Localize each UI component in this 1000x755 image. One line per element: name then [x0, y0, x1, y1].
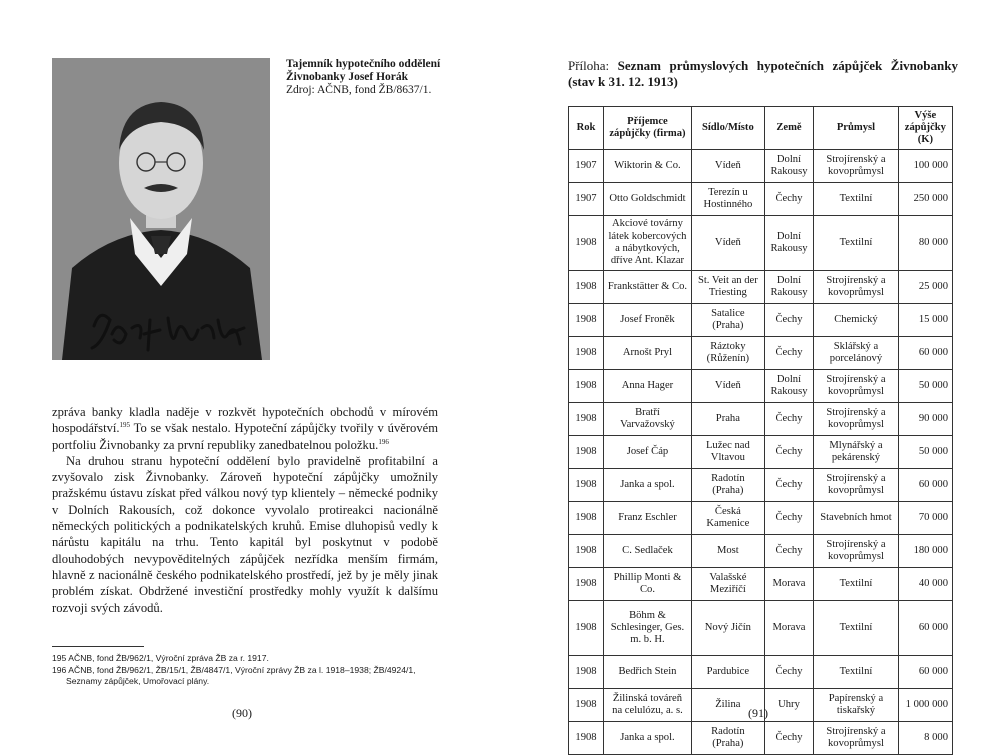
cell-country: Dolní Rakousy: [764, 150, 813, 183]
footnote-195: 195 AČNB, fond ŽB/962/1, Výroční zpráva ŽB za r. 1917.: [52, 653, 269, 663]
cell-location: Žilina: [691, 689, 764, 722]
table-row: [569, 469, 953, 502]
cell-location: Radotín (Praha): [691, 722, 764, 755]
cell-location: Valašské Meziříčí: [691, 568, 764, 601]
footnotes: [52, 653, 442, 688]
cell-industry: Papírenský a tiskařský: [814, 689, 899, 722]
cell-industry: Strojírenský a kovoprůmysl: [814, 150, 899, 183]
appendix-label: Příloha:: [568, 58, 610, 73]
photo-caption: [286, 58, 486, 97]
cell-location: Praha: [691, 403, 764, 436]
cell-country: Čechy: [764, 469, 813, 502]
page-number-left: (90): [232, 706, 252, 720]
cell-recipient: Janka a spol.: [603, 722, 691, 755]
left-page: [0, 0, 500, 751]
table-row: [569, 722, 953, 755]
cell-amount: 60 000: [898, 337, 952, 370]
cell-recipient: Otto Goldschmidt: [603, 183, 691, 216]
cell-location: Satalice (Praha): [691, 304, 764, 337]
table-row: [569, 183, 953, 216]
cell-industry: Strojírenský a kovoprůmysl: [814, 722, 899, 755]
cell-country: Čechy: [764, 183, 813, 216]
cell-industry: Stavebních hmot: [814, 502, 899, 535]
header-year: Rok: [569, 107, 604, 150]
cell-industry: Textilní: [814, 568, 899, 601]
cell-recipient: Arnošt Pryl: [603, 337, 691, 370]
cell-amount: 180 000: [898, 535, 952, 568]
portrait-illustration: [52, 58, 270, 360]
cell-amount: 90 000: [898, 403, 952, 436]
cell-industry: Chemický: [814, 304, 899, 337]
cell-recipient: Janka a spol.: [603, 469, 691, 502]
cell-amount: 8 000: [898, 722, 952, 755]
cell-recipient: Akciové továrny látek kobercových a nábytkových, dříve Ant. Klazar: [603, 216, 691, 271]
cell-country: Čechy: [764, 436, 813, 469]
table-row: [569, 656, 953, 689]
cell-location: Pardubice: [691, 656, 764, 689]
table-row: [569, 535, 953, 568]
cell-amount: 60 000: [898, 601, 952, 656]
cell-country: Uhry: [764, 689, 813, 722]
cell-recipient: Anna Hager: [603, 370, 691, 403]
table-row: [569, 502, 953, 535]
cell-country: Čechy: [764, 403, 813, 436]
cell-location: Česká Kamenice: [691, 502, 764, 535]
cell-location: Radotín (Praha): [691, 469, 764, 502]
cell-amount: 70 000: [898, 502, 952, 535]
cell-industry: Textilní: [814, 601, 899, 656]
cell-country: Dolní Rakousy: [764, 216, 813, 271]
cell-location: Most: [691, 535, 764, 568]
paragraph-1-part-b: To se však nestalo. Hypoteční zápůjčky tvořily v úvěrovém portfoliu Živnobanky za první republiky zanedbatelnou položku.: [52, 421, 438, 452]
cell-country: Čechy: [764, 304, 813, 337]
cell-recipient: Bratří Varvažovský: [603, 403, 691, 436]
paragraph-1: [52, 404, 438, 453]
cell-recipient: Böhm & Schlesinger, Ges. m. b. H.: [603, 601, 691, 656]
cell-industry: Textilní: [814, 183, 899, 216]
cell-year: 1908: [569, 535, 604, 568]
footnote-196: 196 AČNB, fond ŽB/962/1, ŽB/15/1, ŽB/4847/1, Výroční zprávy ŽB za l. 1918–1938; ŽB/4924/1,: [52, 664, 416, 675]
cell-amount: 60 000: [898, 656, 952, 689]
cell-amount: 25 000: [898, 271, 952, 304]
cell-recipient: Wiktorin & Co.: [603, 150, 691, 183]
table-header-row: [569, 107, 953, 150]
table-row: [569, 436, 953, 469]
table-row: [569, 150, 953, 183]
cell-recipient: Josef Froněk: [603, 304, 691, 337]
cell-location: Nový Jičín: [691, 601, 764, 656]
cell-industry: Sklářský a porcelánový: [814, 337, 899, 370]
cell-industry: Strojírenský a kovoprůmysl: [814, 370, 899, 403]
cell-location: Vídeň: [691, 150, 764, 183]
footnote-divider: [52, 646, 144, 647]
cell-location: Lužec nad Vltavou: [691, 436, 764, 469]
cell-recipient: Frankstätter & Co.: [603, 271, 691, 304]
cell-location: Terezín u Hostinného: [691, 183, 764, 216]
table-row: [569, 403, 953, 436]
cell-industry: Textilní: [814, 656, 899, 689]
cell-location: Vídeň: [691, 370, 764, 403]
page-number-right: (91): [748, 706, 768, 720]
cell-industry: Strojírenský a kovoprůmysl: [814, 469, 899, 502]
cell-industry: Textilní: [814, 216, 899, 271]
table-row: [569, 337, 953, 370]
cell-year: 1908: [569, 469, 604, 502]
cell-location: St. Veit an der Triesting: [691, 271, 764, 304]
footnote-ref-195[interactable]: 195: [119, 421, 131, 430]
paragraph-2: Na druhou stranu hypoteční oddělení bylo pravidelně profitabilní a zvyšovalo zisk Živnobanky. Zároveň hypoteční zápůjčky umožnily pražskému ústavu získat před válkou nový typ klientely – německé podniky v Dolních Rakousích, což dokonce vyvolalo protireakci nacionálně německých politických a podnikatelských kruhů. Emise dluhopisů vedly k nárůstu kapitálu na trhu. Tento kapitál byl poskytnut v podobě dlouhodobých nevypověditelných zápůjček nezřídka menším firmám, hlavně z nacionálně českého podnikatelského prostředí, jež by je měly jinak problém získat. Obdržené investiční prostředky mohly využít k dalšímu rozvoji svých závodů.: [52, 453, 438, 615]
right-page: [500, 0, 1000, 751]
cell-country: Čechy: [764, 656, 813, 689]
cell-amount: 80 000: [898, 216, 952, 271]
cell-year: 1908: [569, 502, 604, 535]
cell-amount: 60 000: [898, 469, 952, 502]
cell-location: Vídeň: [691, 216, 764, 271]
caption-title: Tajemník hypotečního oddělení Živnobanky Josef Horák: [286, 58, 441, 83]
cell-country: Dolní Rakousy: [764, 271, 813, 304]
cell-year: 1908: [569, 370, 604, 403]
cell-year: 1907: [569, 183, 604, 216]
cell-year: 1908: [569, 568, 604, 601]
cell-year: 1907: [569, 150, 604, 183]
footnote-ref-196[interactable]: 196: [378, 437, 389, 446]
cell-industry: Strojírenský a kovoprůmysl: [814, 271, 899, 304]
cell-amount: 1 000 000: [898, 689, 952, 722]
cell-year: 1908: [569, 722, 604, 755]
cell-location: Ráztoky (Růženín): [691, 337, 764, 370]
header-amount: Výše zápůjčky (K): [898, 107, 952, 150]
appendix-title: Seznam průmyslových hypotečních zápůjček Živnobanky (stav k 31. 12. 1913): [568, 58, 958, 89]
cell-amount: 40 000: [898, 568, 952, 601]
caption-source: Zdroj: AČNB, fond ŽB/8637/1.: [286, 84, 432, 96]
cell-year: 1908: [569, 656, 604, 689]
cell-amount: 50 000: [898, 370, 952, 403]
cell-country: Morava: [764, 601, 813, 656]
cell-recipient: Phillip Monti & Co.: [603, 568, 691, 601]
table-row: [569, 304, 953, 337]
cell-recipient: Žilinská továreň na celulózu, a. s.: [603, 689, 691, 722]
table-row: [569, 271, 953, 304]
footnote-196-continued: Seznamy zápůjček, Umořovací plány.: [66, 676, 210, 686]
cell-country: Čechy: [764, 535, 813, 568]
table-row: [569, 601, 953, 656]
header-recipient: Příjemce zápůjčky (firma): [603, 107, 691, 150]
table-row: [569, 370, 953, 403]
cell-industry: Strojírenský a kovoprůmysl: [814, 535, 899, 568]
cell-country: Dolní Rakousy: [764, 370, 813, 403]
cell-recipient: Josef Čáp: [603, 436, 691, 469]
paragraph-1-part-a: zpráva banky kladla naděje v rozkvět hypotečních obchodů v mírovém hospodářství.: [52, 405, 438, 436]
cell-recipient: Bedřich Stein: [603, 656, 691, 689]
header-location: Sídlo/Místo: [691, 107, 764, 150]
body-text: [52, 404, 438, 616]
cell-industry: Mlynářský a pekárenský: [814, 436, 899, 469]
loans-table: [568, 106, 953, 755]
cell-year: 1908: [569, 337, 604, 370]
table-row: [569, 216, 953, 271]
cell-year: 1908: [569, 403, 604, 436]
appendix-heading: [568, 58, 958, 90]
cell-amount: 250 000: [898, 183, 952, 216]
cell-year: 1908: [569, 689, 604, 722]
cell-recipient: C. Sedlaček: [603, 535, 691, 568]
cell-country: Morava: [764, 568, 813, 601]
cell-amount: 100 000: [898, 150, 952, 183]
cell-year: 1908: [569, 216, 604, 271]
cell-year: 1908: [569, 271, 604, 304]
cell-country: Čechy: [764, 502, 813, 535]
cell-industry: Strojírenský a kovoprůmysl: [814, 403, 899, 436]
cell-recipient: Franz Eschler: [603, 502, 691, 535]
cell-country: Čechy: [764, 337, 813, 370]
cell-year: 1908: [569, 436, 604, 469]
cell-amount: 50 000: [898, 436, 952, 469]
cell-country: Čechy: [764, 722, 813, 755]
header-country: Země: [764, 107, 813, 150]
header-industry: Průmysl: [814, 107, 899, 150]
table-row: [569, 568, 953, 601]
cell-amount: 15 000: [898, 304, 952, 337]
portrait-photo: [52, 58, 270, 360]
cell-year: 1908: [569, 304, 604, 337]
cell-year: 1908: [569, 601, 604, 656]
